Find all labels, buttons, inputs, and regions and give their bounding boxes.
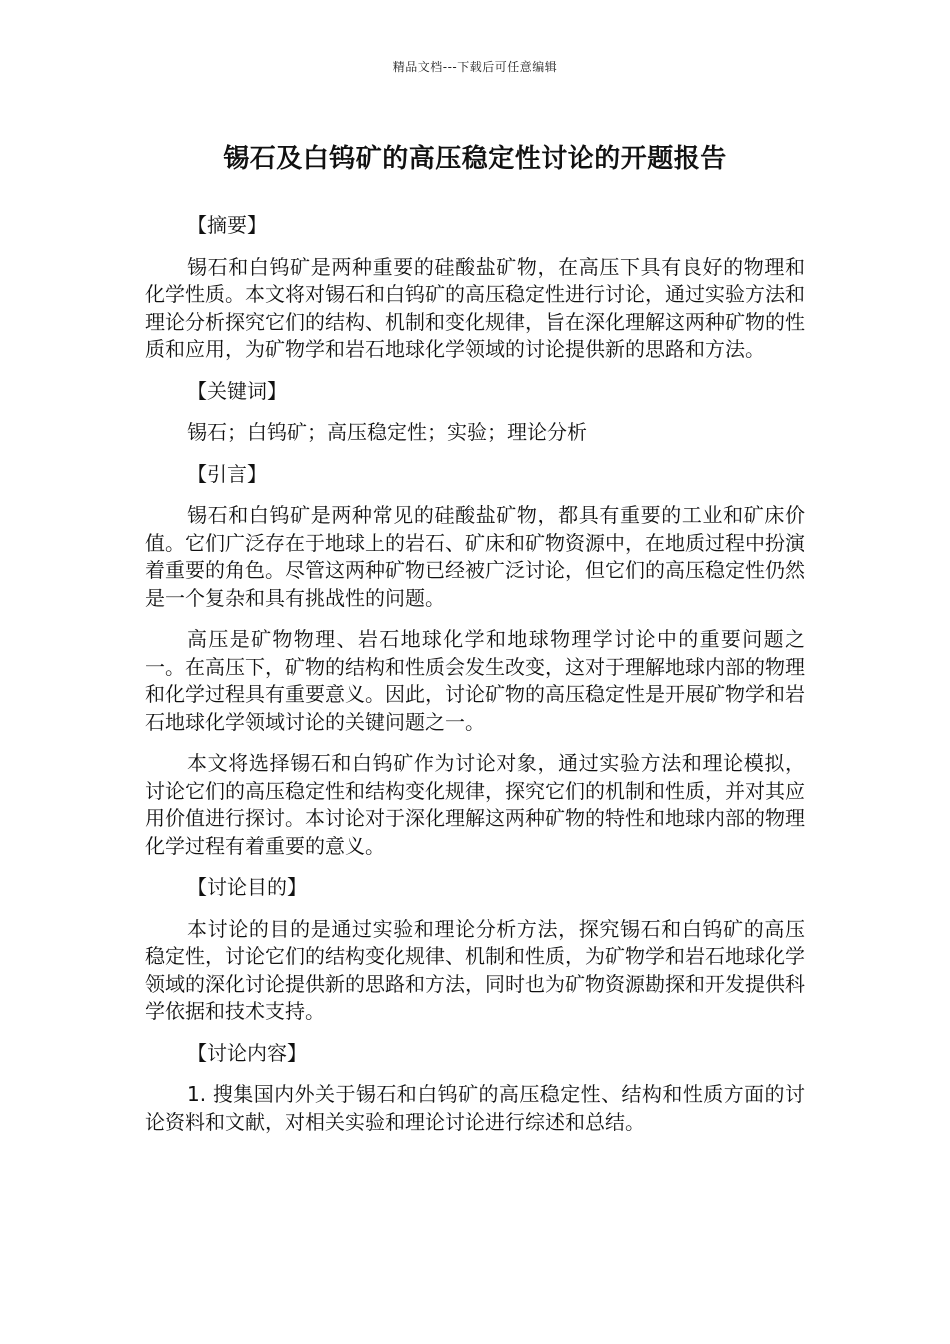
purpose-text: 本讨论的目的是通过实验和理论分析方法，探究锡石和白钨矿的高压稳定性，讨论它们的结构变化规律、机制和性质，为矿物学和岩石地球化学领域的深化讨论提供新的思路和方法，同时也为矿物资源勘探和开发提供科学依据和技术支持。 <box>145 916 805 1023</box>
introduction-paragraph: 高压是矿物物理、岩石地球化学和地球物理学讨论中的重要问题之一。在高压下，矿物的结构和性质会发生改变，这对于理解地球内部的物理和化学过程具有重要意义。因此，讨论矿物的高压稳定性是开展矿物学和岩石地球化学领域讨论的关键问题之一。 <box>145 627 805 734</box>
introduction-paragraph: 本文将选择锡石和白钨矿作为讨论对象，通过实验方法和理论模拟，讨论它们的高压稳定性和结构变化规律，探究它们的机制和性质，并对其应用价值进行探讨。本讨论对于深化理解这两种矿物的特性和地球内部的物理化学过程有着重要的意义。 <box>145 751 805 858</box>
content-item: 1. 搜集国内外关于锡石和白钨矿的高压稳定性、结构和性质方面的讨论资料和文献，对相关实验和理论讨论进行综述和总结。 <box>145 1082 805 1134</box>
introduction-paragraph: 锡石和白钨矿是两种常见的硅酸盐矿物，都具有重要的工业和矿床价值。它们广泛存在于地球上的岩石、矿床和矿物资源中，在地质过程中扮演着重要的角色。尽管这两种矿物已经被广泛讨论，但它们的高压稳定性仍然是一个复杂和具有挑战性的问题。 <box>145 503 805 610</box>
keywords-heading: 【关键词】 <box>187 378 287 403</box>
document-title: 锡石及白钨矿的高压稳定性讨论的开题报告 <box>223 144 727 174</box>
content-heading: 【讨论内容】 <box>187 1040 307 1065</box>
introduction-heading: 【引言】 <box>187 461 267 486</box>
abstract-text: 锡石和白钨矿是两种重要的硅酸盐矿物，在高压下具有良好的物理和化学性质。本文将对锡石和白钨矿的高压稳定性进行讨论，通过实验方法和理论分析探究它们的结构、机制和变化规律，旨在深化理解这两种矿物的性质和应用，为矿物学和岩石地球化学领域的讨论提供新的思路和方法。 <box>145 254 805 361</box>
document-body <box>145 212 805 1150</box>
header-note: 精品文档---下载后可任意编辑 <box>392 60 558 74</box>
purpose-heading: 【讨论目的】 <box>187 875 307 899</box>
abstract-heading: 【摘要】 <box>187 213 267 237</box>
keywords-text: 锡石；白钨矿；高压稳定性；实验；理论分析 <box>187 420 587 444</box>
